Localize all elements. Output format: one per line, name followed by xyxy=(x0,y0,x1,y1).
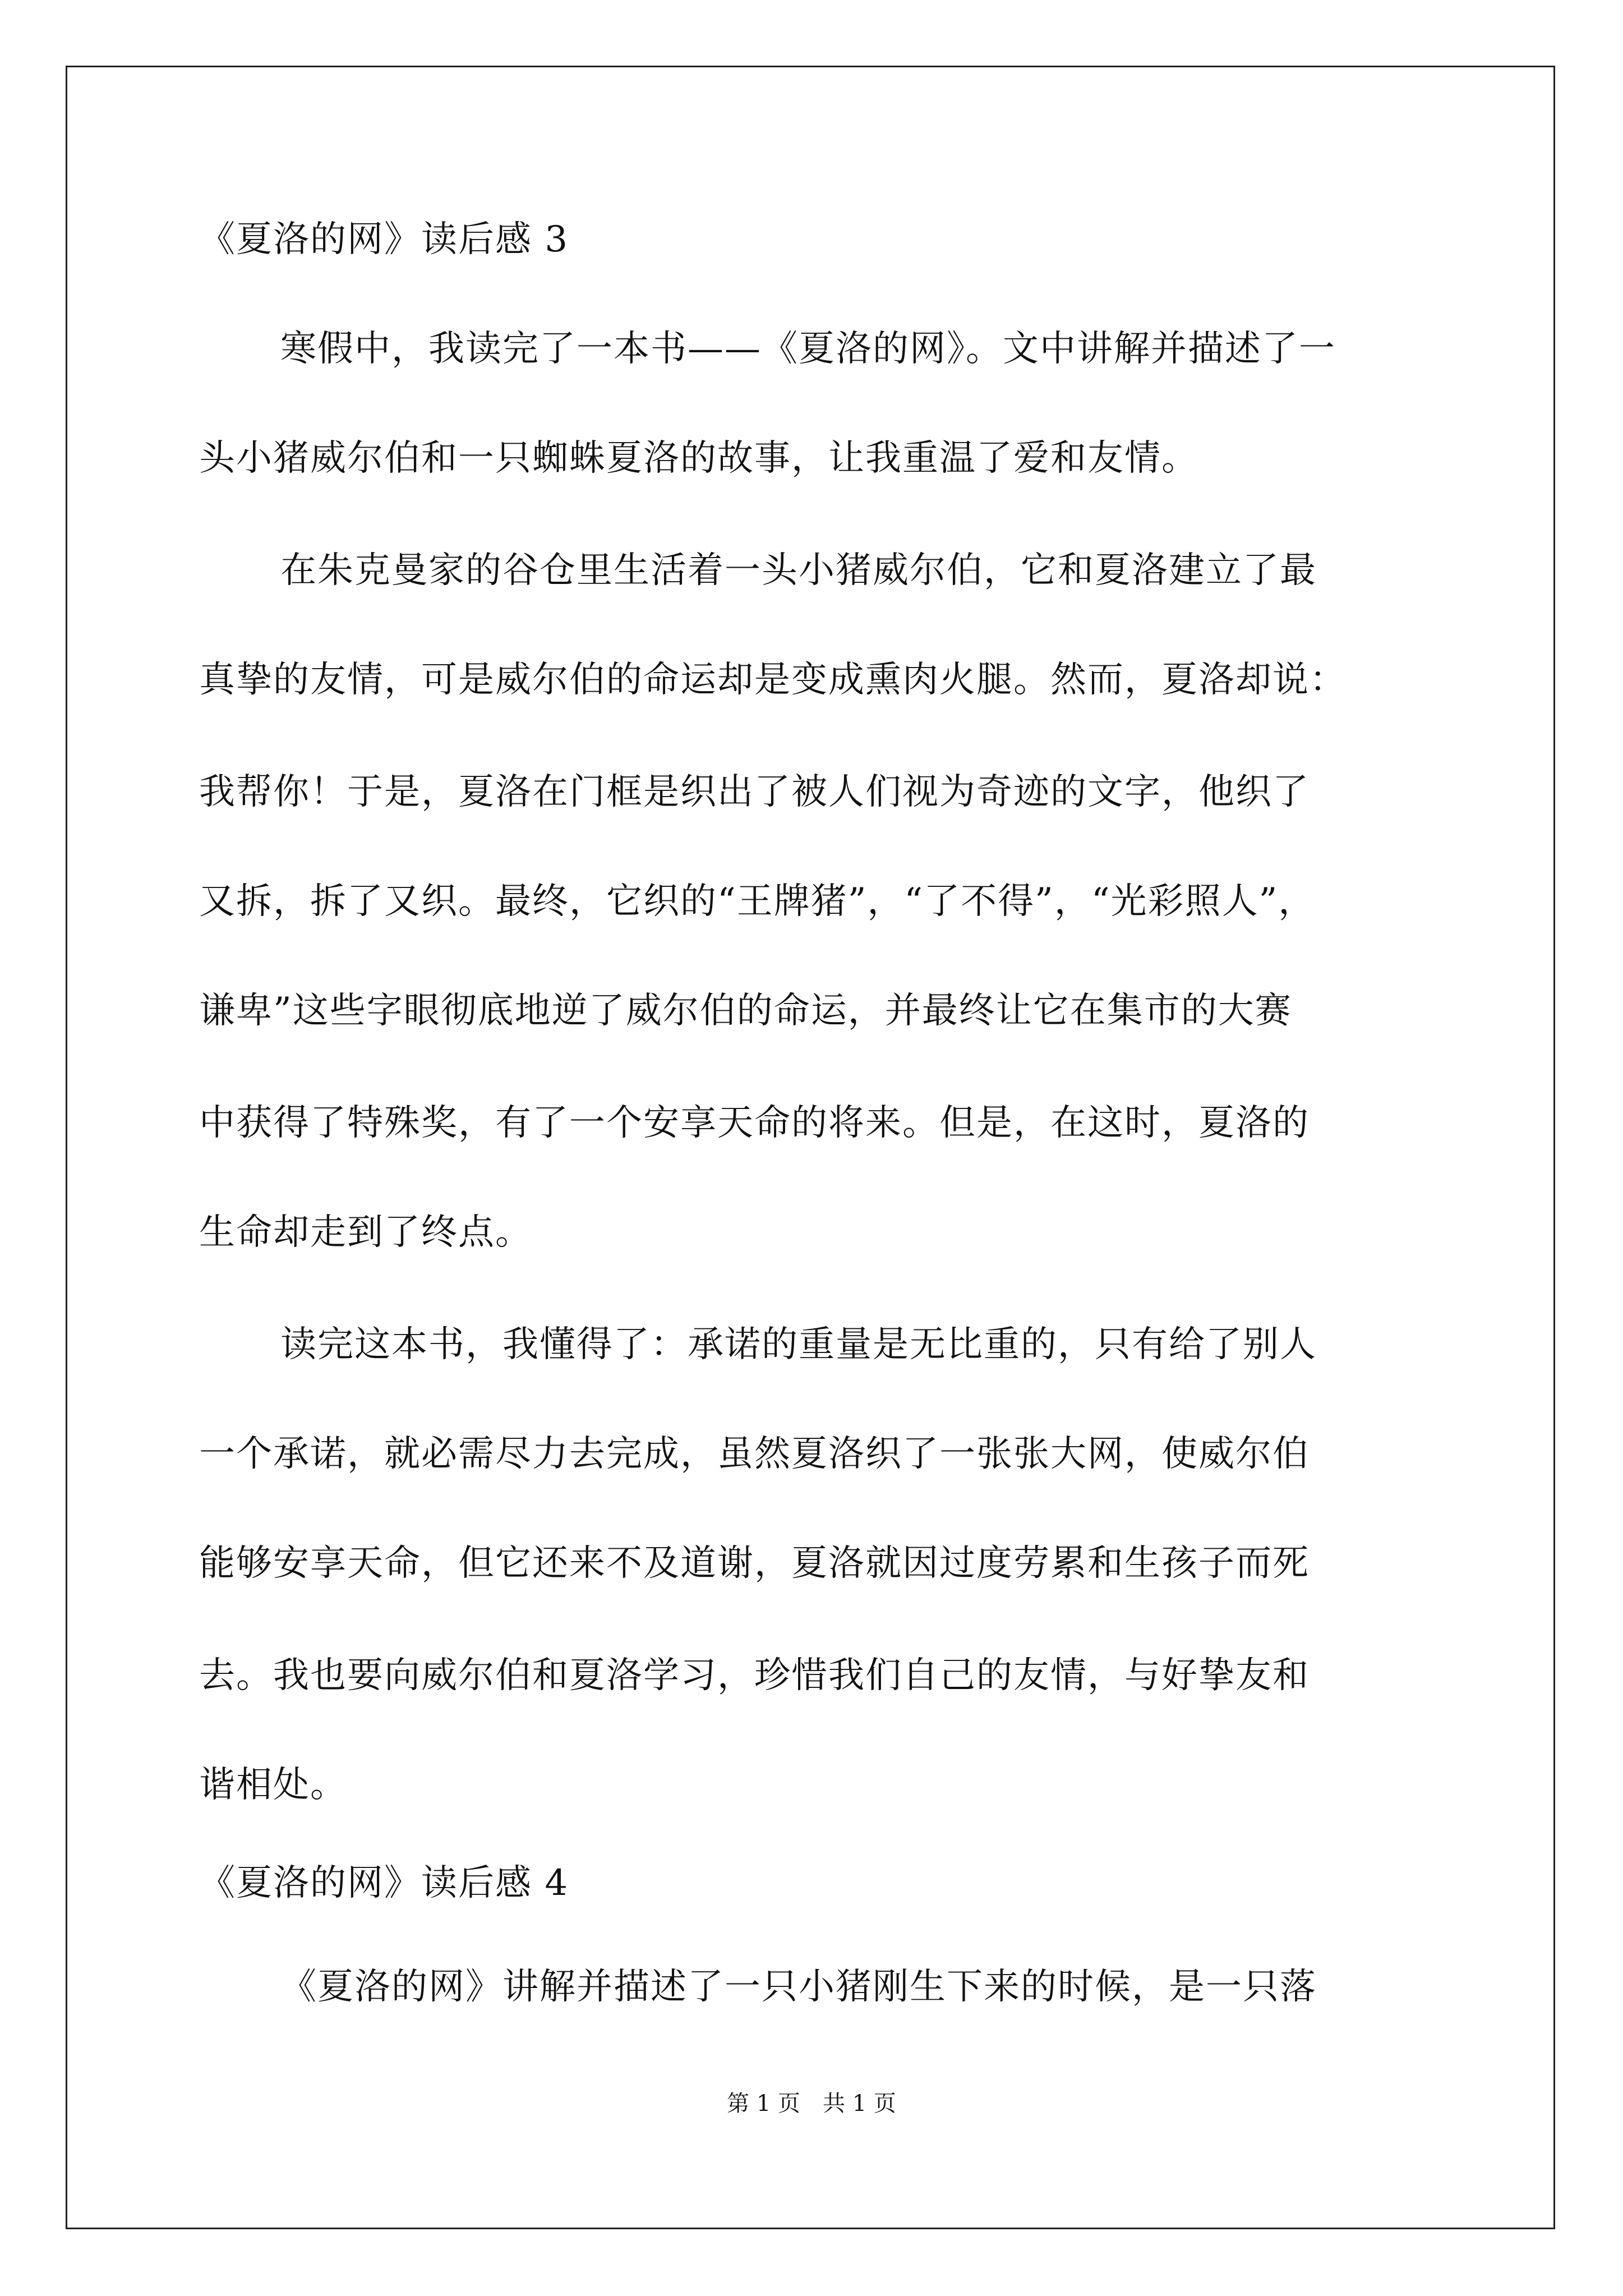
paragraph-line: 能够安享天命，但它还来不及道谢，夏洛就因过度劳累和生孩子而死 xyxy=(199,1543,1310,1584)
paragraph-line: 《夏洛的网》讲解并描述了一只小猪刚生下来的时候，是一只落 xyxy=(280,1966,1317,2008)
paragraph-line: 一个承诺，就必需尽力去完成，虽然夏洛织了一张张大网，使威尔伯 xyxy=(199,1433,1310,1475)
heading-review-4: 《夏洛的网》读后感 4 xyxy=(199,1862,569,1904)
paragraph-line: 中获得了特殊奖，有了一个安享天命的将来。但是，在这时，夏洛的 xyxy=(199,1102,1310,1144)
paragraph-line: 读完这本书，我懂得了：承诺的重量是无比重的，只有给了别人 xyxy=(280,1324,1317,1365)
page-footer: 第 1 页 共 1 页 xyxy=(727,2091,896,2116)
paragraph-line: 又拆，拆了又织。最终，它织的“王牌猪”，“了不得”，“光彩照人”， xyxy=(199,881,1316,922)
paragraph-line: 头小猪威尔伯和一只蜘蛛夏洛的故事，让我重温了爱和友情。 xyxy=(199,438,1198,479)
paragraph-line: 我帮你！于是，夏洛在门框是织出了被人们视为奇迹的文字，他织了 xyxy=(199,771,1310,813)
heading-review-3: 《夏洛的网》读后感 3 xyxy=(199,219,569,260)
paragraph-line: 去。我也要向威尔伯和夏洛学习，珍惜我们自己的友情，与好挚友和 xyxy=(199,1655,1310,1696)
paragraph-line: 谐相处。 xyxy=(199,1764,347,1806)
page-border xyxy=(66,66,1555,2229)
paragraph-line: 真挚的友情，可是威尔伯的命运却是变成熏肉火腿。然而，夏洛却说： xyxy=(199,659,1347,701)
paragraph-line: 在朱克曼家的谷仓里生活着一头小猪威尔伯，它和夏洛建立了最 xyxy=(280,550,1317,591)
paragraph-line: 寒假中，我读完了一本书——《夏洛的网》。文中讲解并描述了一 xyxy=(280,328,1336,370)
paragraph-line: 生命却走到了终点。 xyxy=(199,1212,532,1253)
paragraph-line: 谦卑”这些字眼彻底地逆了威尔伯的命运，并最终让它在集市的大赛 xyxy=(199,990,1292,1032)
